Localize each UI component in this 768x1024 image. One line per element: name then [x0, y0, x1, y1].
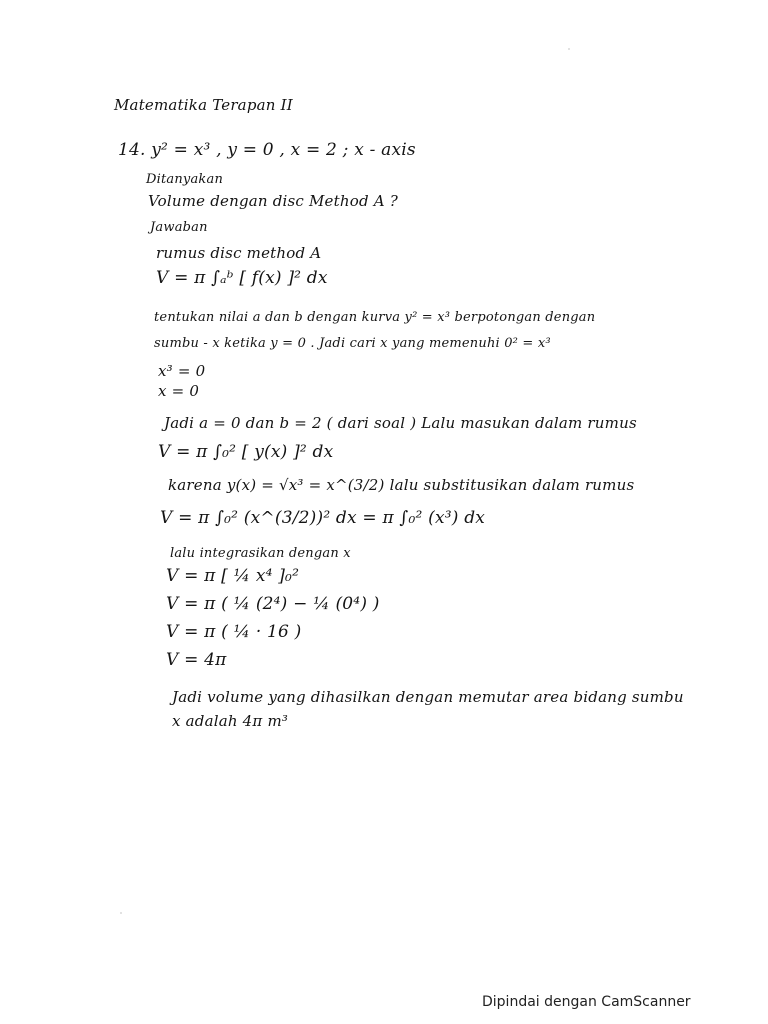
page-title: Matematika Terapan II [114, 96, 293, 114]
integration-result: V = 4π [166, 650, 227, 670]
final-text-1: Jadi volume yang dihasilkan dengan memutar area bidang sumbu [172, 688, 684, 706]
equation-x-cubed: x³ = 0 [158, 362, 206, 380]
step-text-2: sumbu - x ketika y = 0 . Jadi cari x yang memenuhi 0² = x³ [154, 336, 551, 351]
rumus-formula: V = π ∫ₐᵇ [ f(x) ]² dx [156, 268, 328, 288]
jawaban-label: Jawaban [150, 220, 208, 235]
formula-substitution: V = π ∫₀² (x^(3/2))² dx = π ∫₀² (x³) dx [160, 508, 486, 528]
problem-statement: 14. y² = x³ , y = 0 , x = 2 ; x - axis [118, 140, 416, 160]
integration-step-1: V = π [ ¼ x⁴ ]₀² [166, 566, 300, 586]
scan-speck [120, 912, 122, 914]
equation-x: x = 0 [158, 382, 200, 400]
formula-y-of-x: V = π ∫₀² [ y(x) ]² dx [158, 442, 334, 462]
step-text-1: tentukan nilai a dan b dengan kurva y² = x³ berpotongan dengan [154, 310, 596, 325]
final-text-2: x adalah 4π m³ [172, 712, 289, 730]
question-line: Volume dengan disc Method A ? [148, 192, 398, 210]
integration-step-2: V = π ( ¼ (2⁴) − ¼ (0⁴) ) [166, 594, 380, 614]
scanner-watermark: Dipindai dengan CamScanner [482, 994, 691, 1010]
integration-step-3: V = π ( ¼ · 16 ) [166, 622, 302, 642]
conclusion-ab: Jadi a = 0 dan b = 2 ( dari soal ) Lalu masukan dalam rumus [164, 414, 637, 432]
rumus-label: rumus disc method A [156, 244, 322, 262]
ditanyakan-label: Ditanyakan [146, 172, 224, 187]
scan-speck [568, 48, 570, 50]
karena-text: karena y(x) = √x³ = x^(3/2) lalu substitusikan dalam rumus [168, 476, 635, 494]
integrate-text: lalu integrasikan dengan x [170, 546, 351, 561]
